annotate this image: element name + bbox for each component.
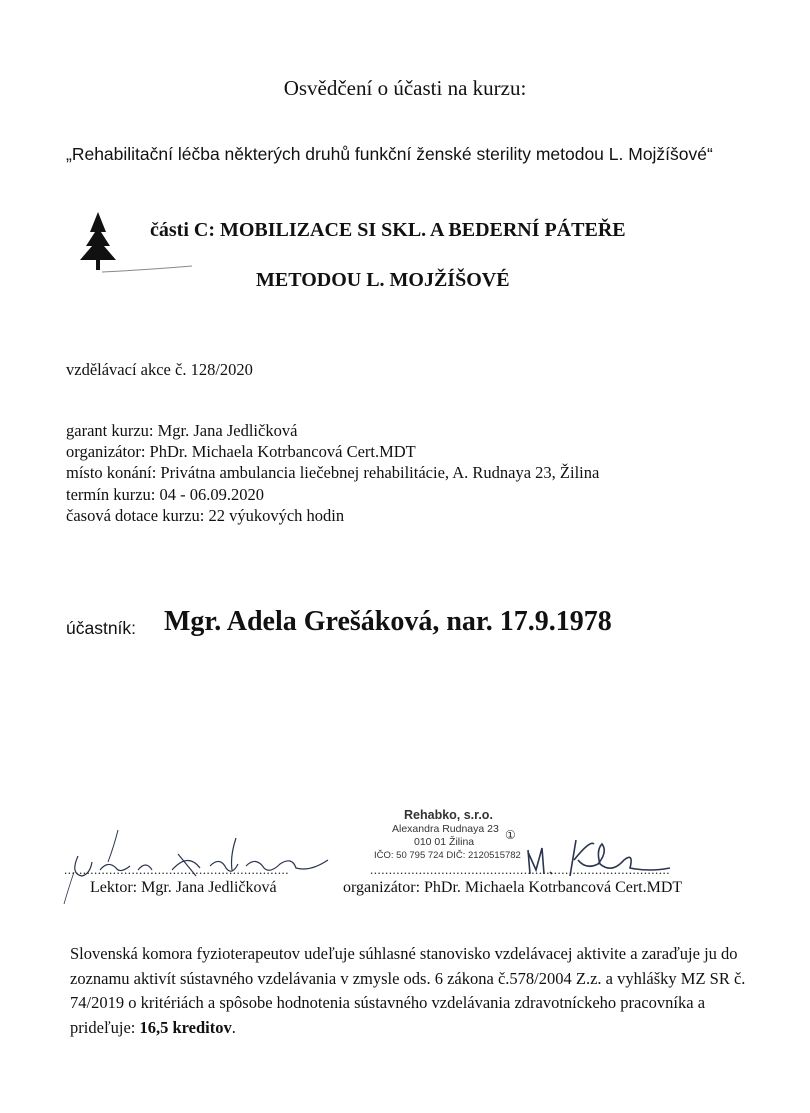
- stamp-mark: ①: [505, 828, 516, 842]
- course-organizer: organizátor: PhDr. Michaela Kotrbancová Cert.MDT: [66, 442, 416, 461]
- organizer-signature-line: ................................................................................: [370, 862, 670, 877]
- stamp-ids: IČO: 50 795 724 DIČ: 2120515782: [374, 850, 521, 861]
- statement-end: .: [231, 1017, 236, 1037]
- lecturer-signature-line: ............................................................: [64, 862, 289, 877]
- accreditation-statement: [70, 942, 750, 1040]
- course-part-method: METODOU L. MOJŽÍŠOVÉ: [256, 269, 510, 291]
- credits-value: 16,5 kreditov: [139, 1017, 232, 1037]
- participant-label: účastník:: [66, 618, 137, 638]
- education-event-number: vzdělávací akce č. 128/2020: [66, 360, 253, 379]
- lecturer-label: Lektor: Mgr. Jana Jedličková: [90, 879, 277, 896]
- certificate-title: Osvědčení o účasti na kurzu:: [283, 76, 527, 100]
- participant-name: Mgr. Adela Grešáková, nar. 17.9.1978: [164, 606, 612, 637]
- course-part-title: části C: MOBILIZACE SI SKL. A BEDERNÍ PÁTEŘE: [150, 219, 626, 241]
- course-hours: časová dotace kurzu: 22 výukových hodin: [66, 506, 345, 525]
- stamp-company: Rehabko, s.r.o.: [404, 808, 493, 822]
- course-venue: místo konání: Privátna ambulancia liečebnej rehabilitácie, A. Rudnaya 23, Žilina: [66, 463, 600, 482]
- stamp-city: 010 01 Žilina: [414, 836, 475, 848]
- course-name: „Rehabilitační léčba některých druhů funkční ženské sterility metodou L. Mojžíšové“: [66, 144, 713, 164]
- course-date: termín kurzu: 04 - 06.09.2020: [66, 485, 264, 504]
- course-guarantor: garant kurzu: Mgr. Jana Jedličková: [66, 421, 298, 440]
- accreditation-text: Slovenská komora fyzioterapeutov udeľuje súhlasné stanovisko vzdelávacej aktivite a zaraďuje ju do zoznamu aktivít sústavného vzdelávania v zmysle ods. 6 zákona č.578/2004 Z.z. a vyhlášky MZ SR č. 74/2019 o kritériách a spôsobe hodnotenia sústavného vzdelávania zdravotníckeho pracovníka a prideľuje:: [70, 944, 746, 1037]
- organizer-label: organizátor: PhDr. Michaela Kotrbancová Cert.MDT: [343, 879, 683, 896]
- stamp-street: Alexandra Rudnaya 23: [392, 823, 499, 835]
